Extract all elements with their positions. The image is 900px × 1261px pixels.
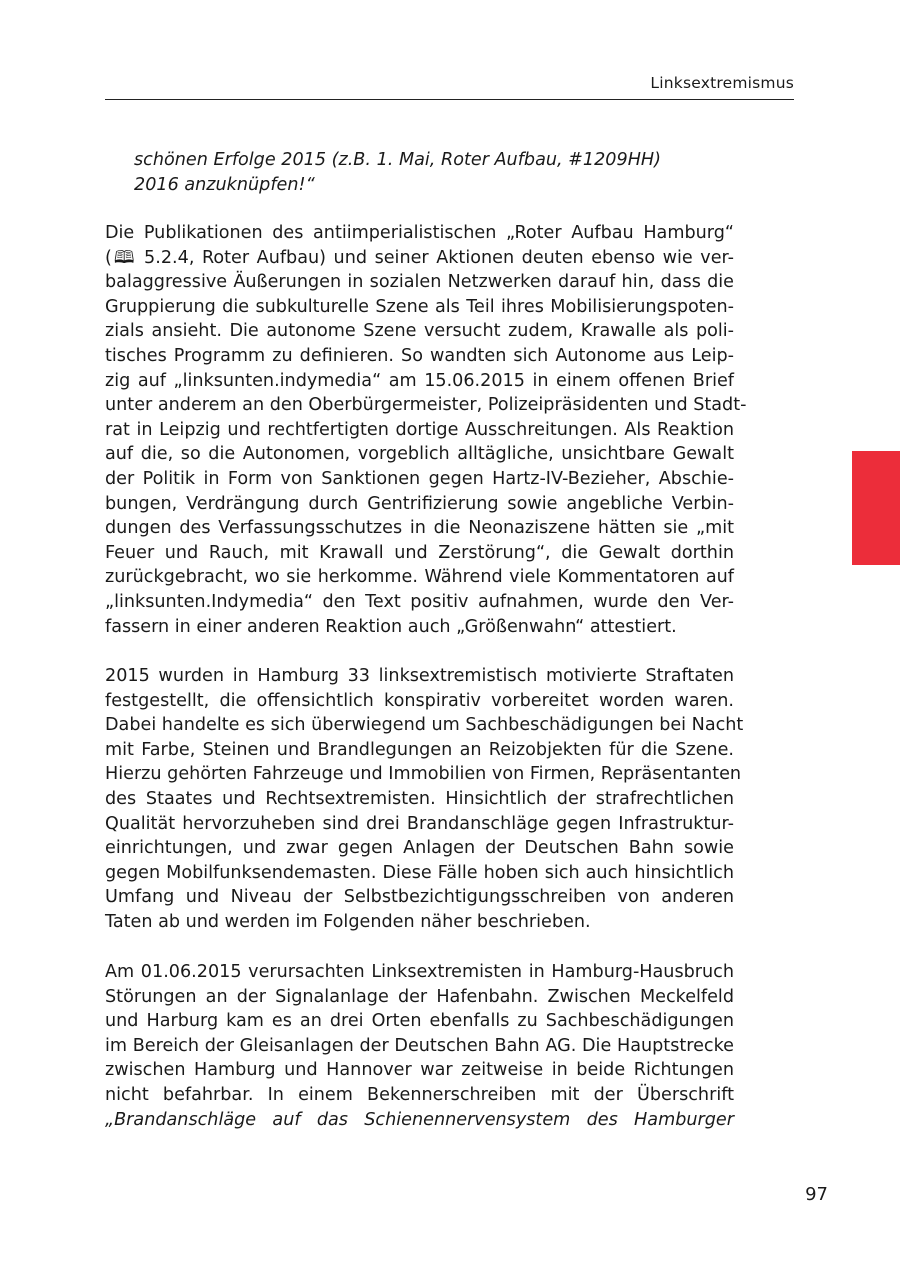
paragraph-line: zurückgebracht, wo sie herkomme. Während viele Kommentatoren auf (105, 567, 734, 588)
paragraph-line: Gruppierung die subkulturelle Szene als Teil ihres Mobilisierungspoten- (105, 296, 734, 317)
paragraph-line: balaggressive Äußerungen in sozialen Netzwerken darauf hin, dass die (105, 272, 734, 293)
paragraph-line: einrichtungen, und zwar gegen Anlagen der Deutschen Bahn sowie (105, 838, 734, 859)
paragraph-line: 2015 wurden in Hamburg 33 linksextremistisch motivierte Straftaten (105, 666, 734, 686)
paragraph-line: mit Farbe, Steinen und Brandlegungen an Reizobjekten für die Szene. (105, 739, 734, 760)
paragraph-line: im Bereich der Gleisanlagen der Deutschen Bahn AG. Die Hauptstrecke (105, 1035, 734, 1056)
paragraph-line: der Politik in Form von Sanktionen gegen Hartz-IV-Bezieher, Abschie- (105, 468, 734, 489)
page-number: 97 (805, 1184, 828, 1205)
paragraph-line: Qualität hervorzuheben sind drei Brandanschläge gegen Infrastruktur- (105, 813, 734, 834)
paragraph-line: zwischen Hamburg und Hannover war zeitweise in beide Richtungen (105, 1060, 734, 1081)
paragraph-line-with-book-icon: (🕮 5.2.4, Roter Aufbau) und seiner Aktionen deuten ebenso wie ver- (105, 247, 734, 268)
paragraph-line: zials ansieht. Die autonome Szene versucht zudem, Krawalle als poli- (105, 321, 734, 342)
running-header-section-title: Linksextremismus (650, 74, 794, 92)
paragraph-line-italic-quote: „Brandanschläge auf das Schienennervensystem des Hamburger (105, 1109, 734, 1130)
paragraph-line: auf die, so die Autonomen, vorgeblich alltägliche, unsichtbare Gewalt (105, 444, 734, 465)
quote-block (134, 148, 734, 197)
paragraph-line: festgestellt, die offensichtlich konspirativ vorbereitet worden waren. (105, 690, 734, 711)
paragraph-line: zig auf „linksunten.indymedia“ am 15.06.2015 in einem offenen Brief (105, 370, 734, 391)
chapter-color-tab (852, 451, 900, 565)
paragraph-line: tisches Programm zu definieren. So wandten sich Autonome aus Leip- (105, 345, 734, 366)
paragraph-line: „linksunten.Indymedia“ den Text positiv aufnahmen, wurde den Ver- (105, 591, 734, 612)
quote-line: 2016 anzuknüpfen!“ (134, 174, 315, 195)
paragraph-line: gegen Mobilfunksendemasten. Diese Fälle hoben sich auch hinsichtlich (105, 862, 734, 883)
paragraph-line: dungen des Verfassungsschutzes in die Neonaziszene hätten sie „mit (105, 518, 734, 539)
paragraph-line: fassern in einer anderen Reaktion auch „Größenwahn“ attestiert. (105, 616, 677, 637)
header-rule (105, 99, 794, 100)
paragraph-line: Hierzu gehörten Fahrzeuge und Immobilien von Firmen, Repräsentanten (105, 764, 742, 785)
paragraph-line: unter anderem an den Oberbürgermeister, Polizeipräsidenten und Stadt- (105, 395, 747, 416)
paragraph-line: Am 01.06.2015 verursachten Linksextremisten in Hamburg-Hausbruch (105, 962, 734, 982)
quote-line: schönen Erfolge 2015 (z.B. 1. Mai, Roter Aufbau, #1209HH) (134, 150, 662, 170)
paragraph-line: rat in Leipzig und rechtfertigten dortige Ausschreitungen. Als Reaktion (105, 419, 734, 440)
paragraph-line: Taten ab und werden im Folgenden näher beschrieben. (105, 911, 591, 932)
paragraph-publications (105, 221, 747, 639)
paragraph-line: Feuer und Rauch, mit Krawall und Zerstörung“, die Gewalt dorthin (105, 542, 734, 563)
paragraph-line: Dabei handelte es sich überwiegend um Sachbeschädigungen bei Nacht (105, 715, 744, 736)
paragraph-line: Umfang und Niveau der Selbstbezichtigungsschreiben von anderen (105, 887, 734, 908)
paragraph-line: Die Publikationen des antiimperialistischen „Roter Aufbau Hamburg“ (105, 223, 734, 243)
paragraph-line: und Harburg kam es an drei Orten ebenfalls zu Sachbeschädigungen (105, 1011, 734, 1032)
paragraph-railway-incident (105, 960, 734, 1132)
paragraph-line: nicht befahrbar. In einem Bekennerschreiben mit der Überschrift (105, 1084, 734, 1105)
paragraph-offences-2015 (105, 664, 744, 935)
paragraph-line: bungen, Verdrängung durch Gentrifizierung sowie angebliche Verbin- (105, 493, 734, 514)
paragraph-line: Störungen an der Signalanlage der Hafenbahn. Zwischen Meckelfeld (105, 986, 734, 1007)
paragraph-line: des Staates und Rechtsextremisten. Hinsichtlich der strafrechtlichen (105, 788, 734, 809)
